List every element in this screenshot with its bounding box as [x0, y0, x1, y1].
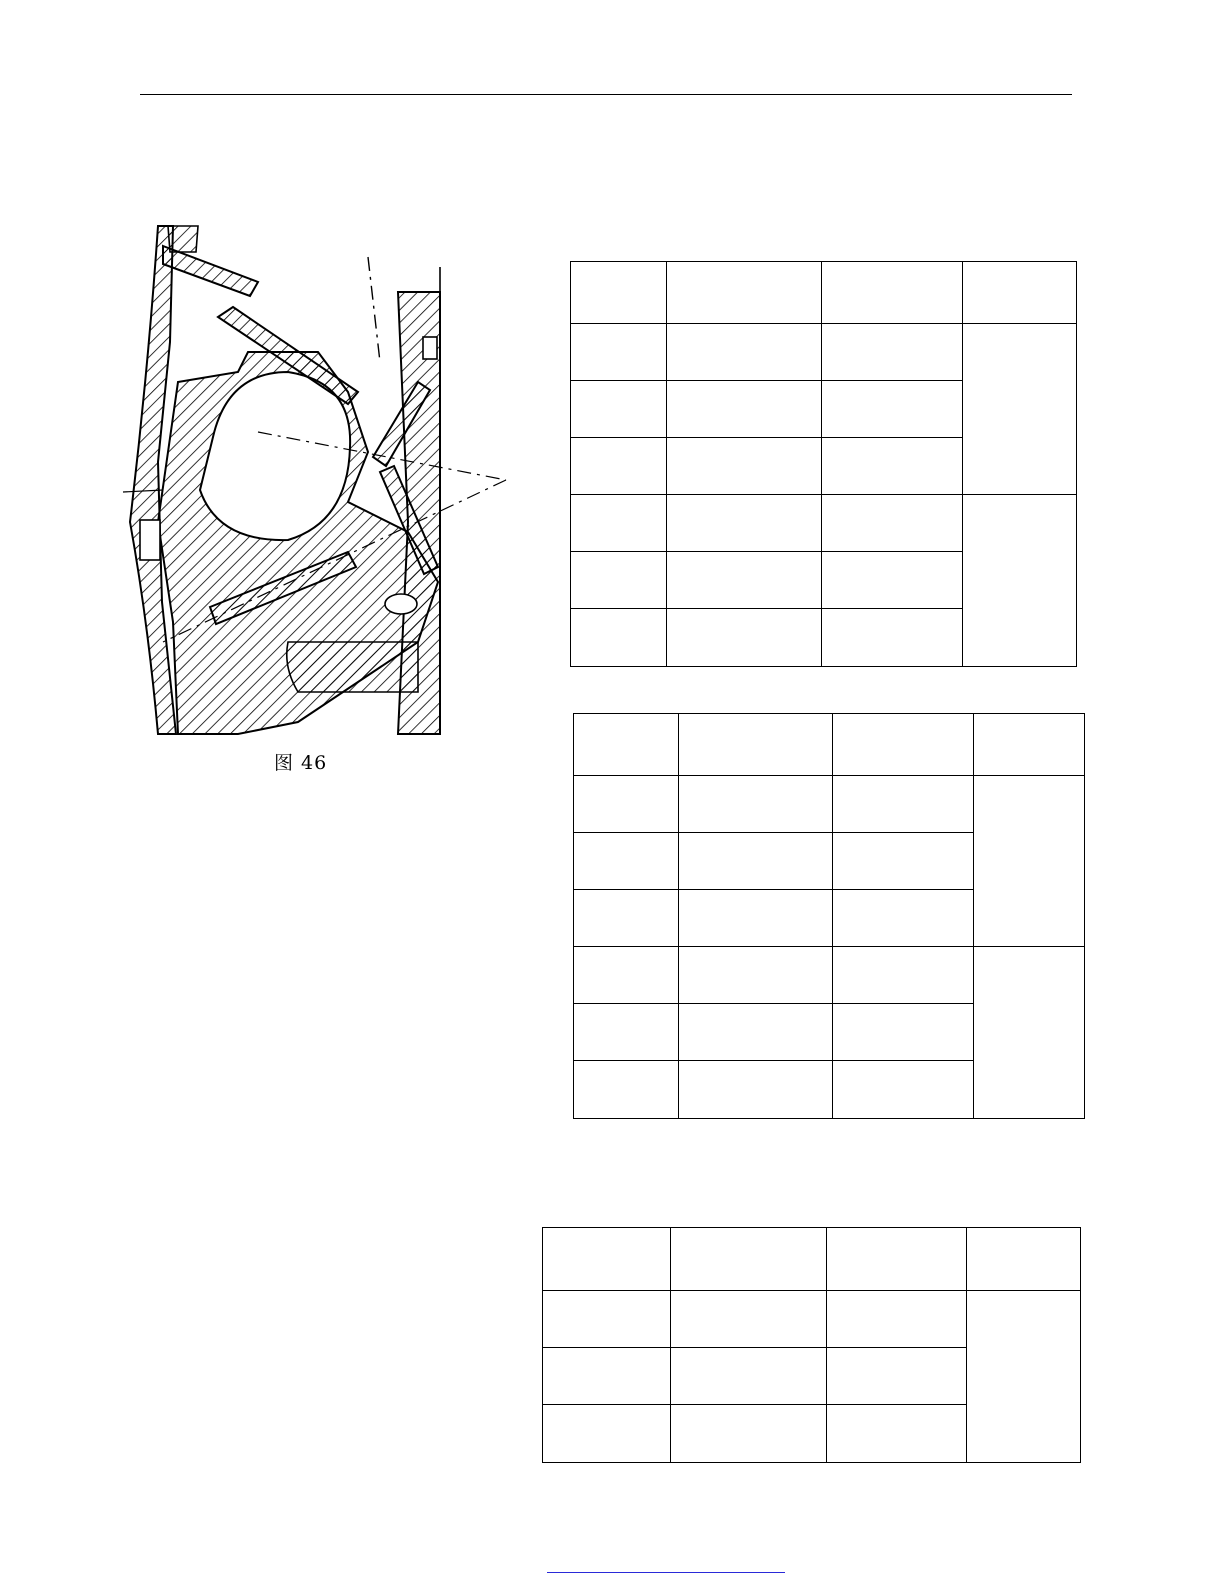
- table-cell: [827, 1348, 967, 1405]
- table-row: [571, 495, 1077, 552]
- table-cell: [571, 262, 667, 324]
- table-cell: [667, 552, 822, 609]
- table-row: [543, 1291, 1081, 1348]
- table-cell: [963, 262, 1077, 324]
- table-cell: [574, 776, 679, 833]
- table-cell: [833, 1004, 974, 1061]
- table-cell: [822, 262, 963, 324]
- table-1: [570, 261, 1077, 667]
- footer-link-underline[interactable]: [547, 1572, 785, 1573]
- cross-section-drawing-icon: [118, 222, 510, 740]
- table-cell: [574, 1004, 679, 1061]
- table-cell: [571, 324, 667, 381]
- table-cell: [571, 381, 667, 438]
- table-cell: [833, 833, 974, 890]
- table-cell: [679, 1061, 833, 1119]
- table-cell: [671, 1405, 827, 1463]
- table-cell: [667, 324, 822, 381]
- table-cell: [574, 833, 679, 890]
- table-cell: [543, 1405, 671, 1463]
- table-cell: [571, 438, 667, 495]
- table-cell: [833, 1061, 974, 1119]
- table-cell: [822, 609, 963, 667]
- table-cell: [667, 262, 822, 324]
- table-cell: [827, 1228, 967, 1291]
- table-cell: [679, 776, 833, 833]
- table-cell: [543, 1291, 671, 1348]
- table-cell: [967, 1228, 1081, 1291]
- table-row: [574, 776, 1085, 833]
- table-cell: [671, 1291, 827, 1348]
- table-cell: [679, 714, 833, 776]
- table-cell: [574, 714, 679, 776]
- table-cell: [822, 381, 963, 438]
- table-cell: [679, 833, 833, 890]
- table-cell: [543, 1228, 671, 1291]
- table-cell: [833, 947, 974, 1004]
- table-cell: [571, 552, 667, 609]
- header-rule: [140, 94, 1072, 95]
- table-cell: [667, 438, 822, 495]
- table-cell: [574, 890, 679, 947]
- table-cell-merged: [963, 324, 1077, 495]
- table-cell: [571, 609, 667, 667]
- table-cell: [822, 495, 963, 552]
- table-cell: [543, 1348, 671, 1405]
- table-cell: [822, 324, 963, 381]
- table-cell-merged: [974, 776, 1085, 947]
- table-cell: [833, 776, 974, 833]
- table-cell: [667, 495, 822, 552]
- table-cell-merged: [974, 947, 1085, 1119]
- table-cell: [679, 1004, 833, 1061]
- table-row: [574, 947, 1085, 1004]
- figure-caption: 图 46: [274, 752, 328, 774]
- table-cell-merged: [963, 495, 1077, 667]
- table-cell: [833, 890, 974, 947]
- table-cell: [679, 947, 833, 1004]
- table-cell: [667, 609, 822, 667]
- table-cell: [822, 438, 963, 495]
- table-cell: [822, 552, 963, 609]
- table-cell: [671, 1348, 827, 1405]
- table-cell: [833, 714, 974, 776]
- table-cell-merged: [967, 1291, 1081, 1463]
- table-cell: [827, 1291, 967, 1348]
- table-cell: [667, 381, 822, 438]
- table-cell: [827, 1405, 967, 1463]
- cross-section-figure: [118, 222, 510, 740]
- table-cell: [574, 1061, 679, 1119]
- table-cell: [571, 495, 667, 552]
- table-row: [571, 324, 1077, 381]
- table-row: [543, 1228, 1081, 1291]
- table-row: [574, 714, 1085, 776]
- table-row: [571, 262, 1077, 324]
- table-cell: [574, 947, 679, 1004]
- table-2: [573, 713, 1085, 1119]
- table-cell: [671, 1228, 827, 1291]
- table-3: [542, 1227, 1081, 1463]
- table-cell: [974, 714, 1085, 776]
- table-cell: [679, 890, 833, 947]
